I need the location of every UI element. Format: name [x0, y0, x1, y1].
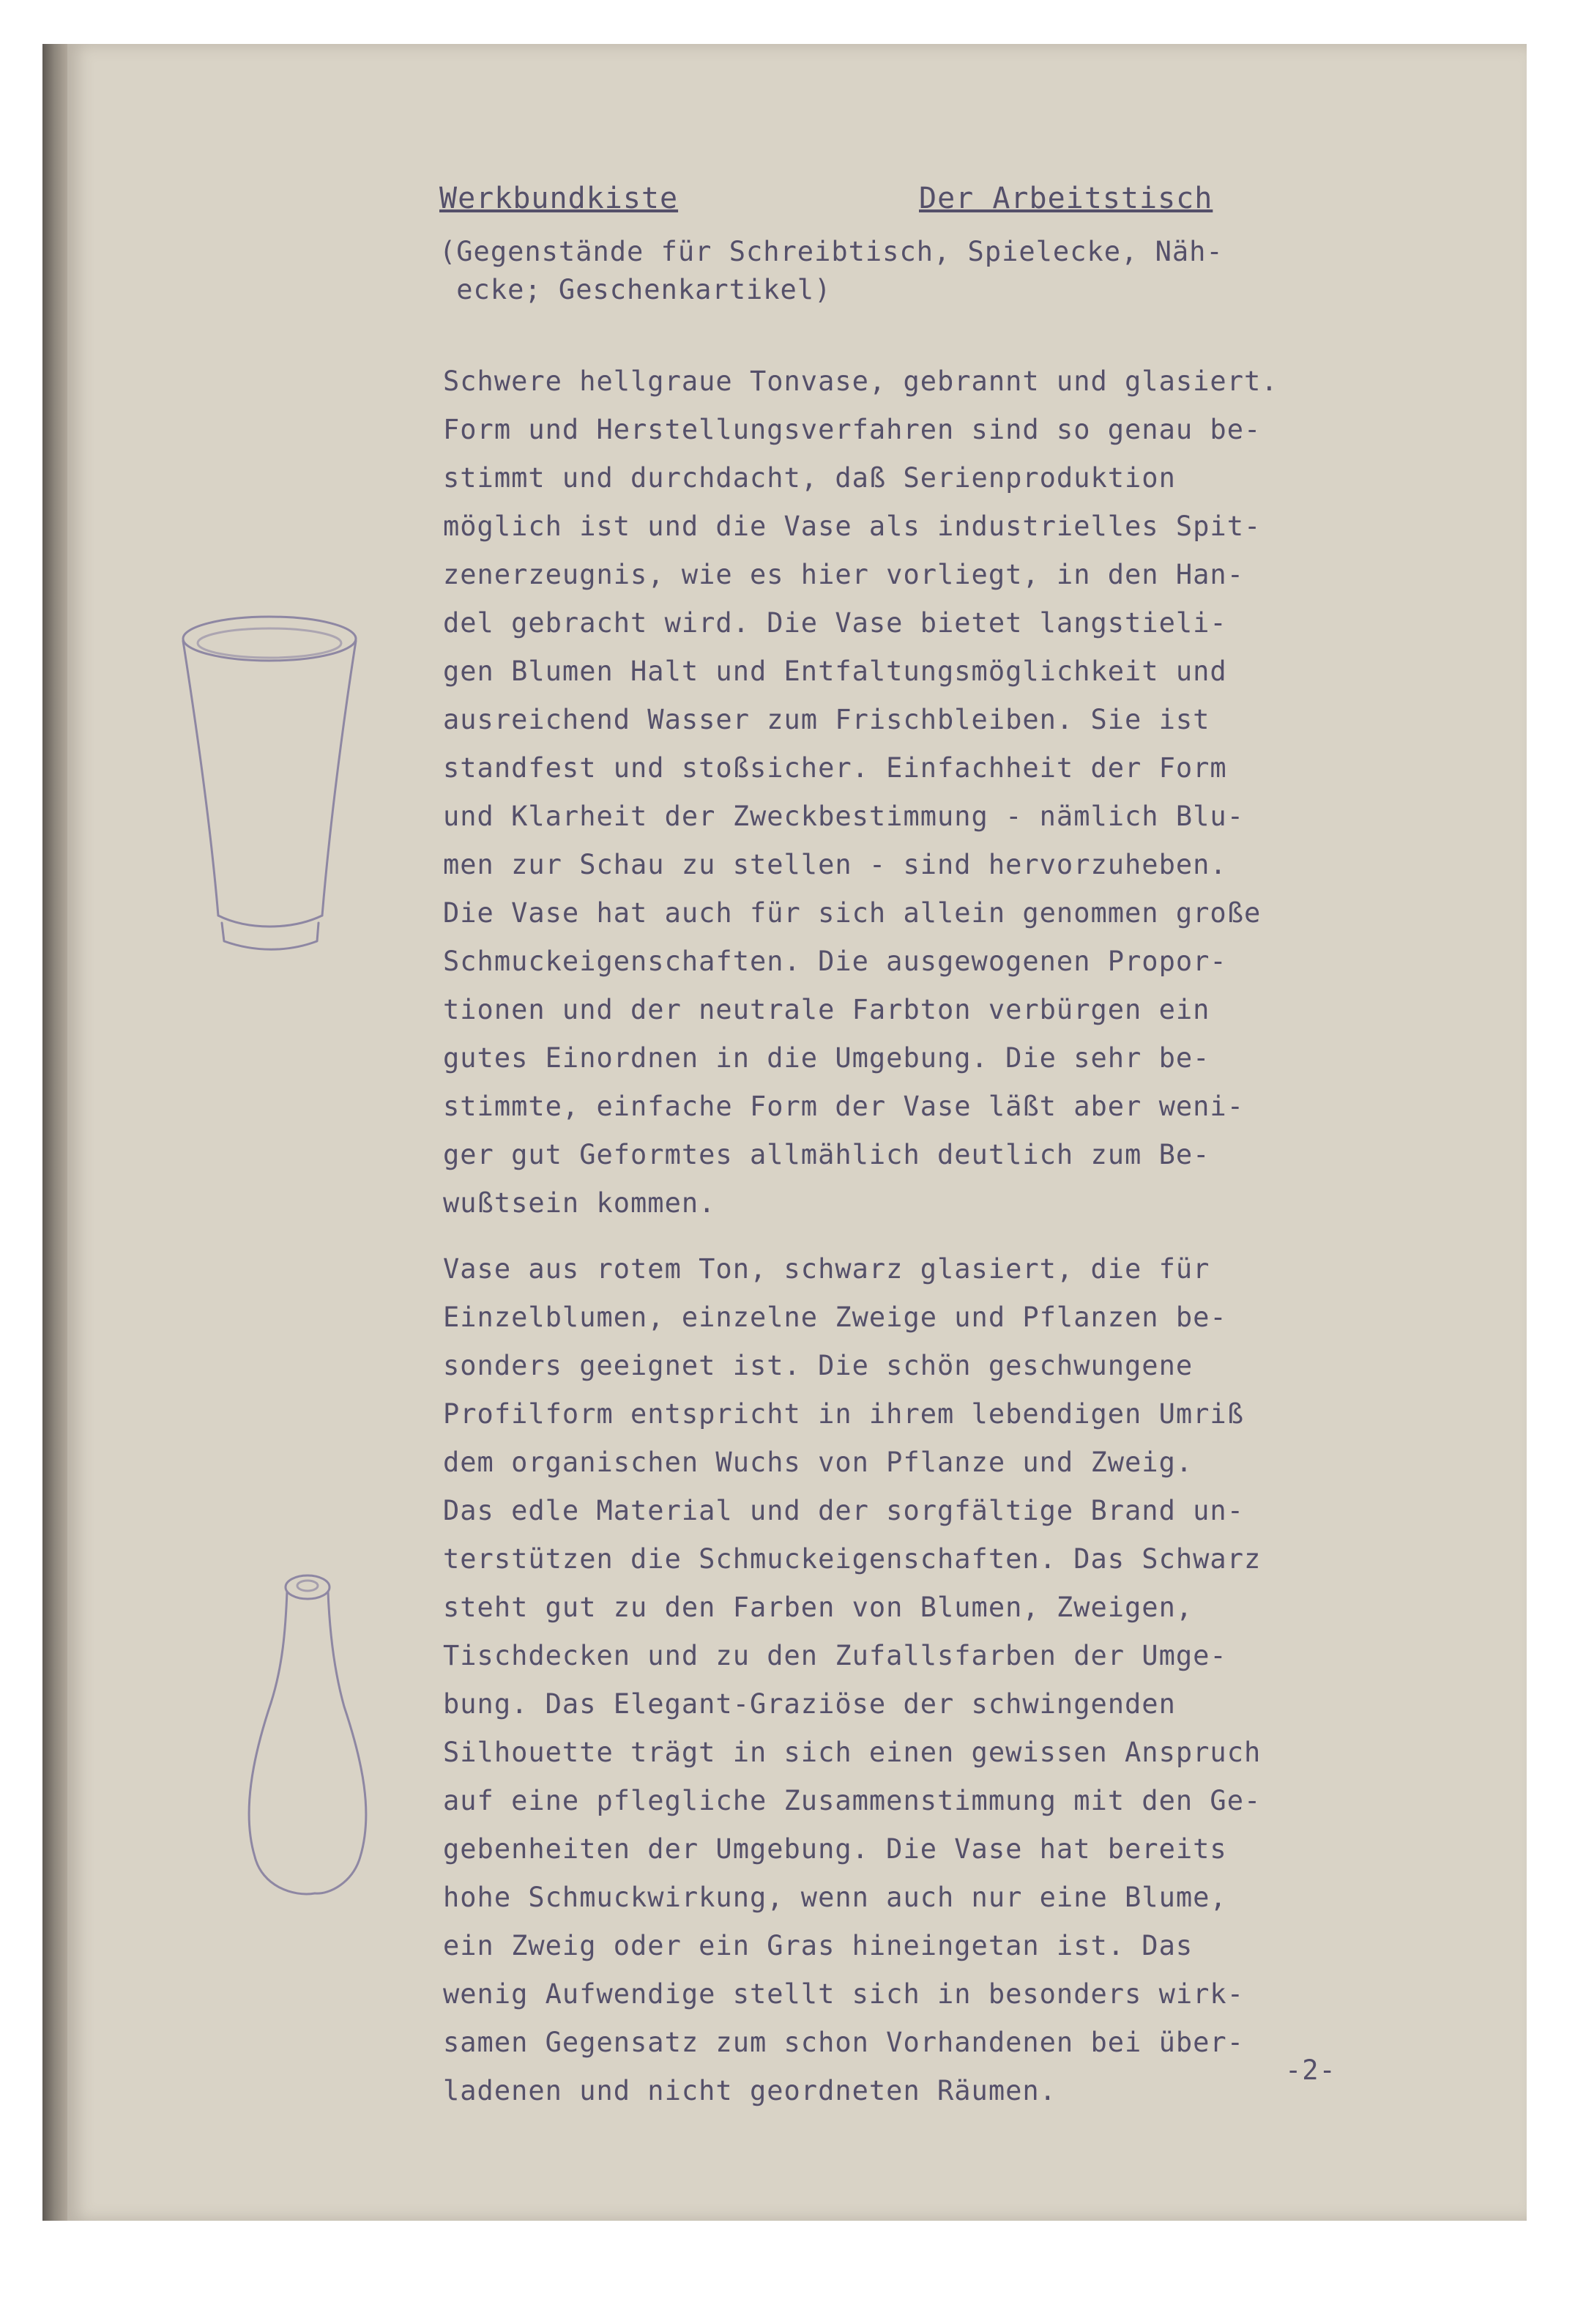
text-line: zenerzeugnis, wie es hier vorliegt, in den Han- — [443, 559, 1244, 590]
subtitle-line: (Gegenstände für Schreibtisch, Spielecke, Näh- — [439, 236, 1224, 267]
page-number: -2- — [1285, 2054, 1336, 2086]
bottle-vase-drawing — [234, 1564, 381, 1908]
text-line: samen Gegensatz zum schon Vorhandenen bei über- — [443, 2027, 1244, 2058]
text-line: Form und Herstellungsverfahren sind so genau be- — [443, 414, 1262, 445]
text-line: tionen und der neutrale Farbton verbürgen ein — [443, 994, 1210, 1025]
text-line: möglich ist und die Vase als industrielles Spit- — [443, 511, 1262, 542]
subtitle — [439, 233, 1406, 309]
text-line: gebenheiten der Umgebung. Die Vase hat bereits — [443, 1833, 1227, 1865]
paragraph-tonvase — [443, 357, 1428, 1228]
subtitle-line: ecke; Geschenkartikel) — [439, 274, 832, 305]
text-line: ausreichend Wasser zum Frischbleiben. Sie ist — [443, 704, 1210, 735]
text-line: Schmuckeigenschaften. Die ausgewogenen Propor- — [443, 946, 1227, 977]
text-line: hohe Schmuckwirkung, wenn auch nur eine Blume, — [443, 1882, 1227, 1913]
text-line: und Klarheit der Zweckbestimmung - nämlich Blu- — [443, 801, 1244, 832]
tall-vase-drawing — [167, 608, 372, 959]
text-line: terstützen die Schmuckeigenschaften. Das Schwarz — [443, 1543, 1262, 1575]
text-line: Silhouette trägt in sich einen gewissen Anspruch — [443, 1737, 1262, 1768]
text-line: auf eine pflegliche Zusammenstimmung mit den Ge- — [443, 1785, 1262, 1816]
text-line: dem organischen Wuchs von Pflanze und Zweig. — [443, 1447, 1194, 1478]
text-line: ladenen und nicht geordneten Räumen. — [443, 2075, 1057, 2106]
text-line: bung. Das Elegant-Graziöse der schwingenden — [443, 1688, 1176, 1720]
text-line: stimmte, einfache Form der Vase läßt aber weni- — [443, 1091, 1244, 1122]
binding-spine — [42, 44, 69, 2221]
text-line: Vase aus rotem Ton, schwarz glasiert, die für — [443, 1253, 1210, 1285]
text-line: wenig Aufwendige stellt sich in besonders wirk- — [443, 1978, 1244, 2010]
text-line: standfest und stoßsicher. Einfachheit der Form — [443, 752, 1227, 784]
text-line: gutes Einordnen in die Umgebung. Die sehr be- — [443, 1042, 1210, 1074]
text-line: gen Blumen Halt und Entfaltungsmöglichkeit und — [443, 656, 1227, 687]
text-line: del gebracht wird. Die Vase bietet langstieli- — [443, 607, 1227, 639]
text-line: stimmt und durchdacht, daß Serienproduktion — [443, 462, 1176, 494]
text-line: Profilform entspricht in ihrem lebendigen Umriß — [443, 1398, 1244, 1430]
text-line: Tischdecken und zu den Zufallsfarben der Umge- — [443, 1640, 1227, 1671]
text-line: ein Zweig oder ein Gras hineingetan ist. Das — [443, 1930, 1194, 1961]
text-line: ger gut Geformtes allmählich deutlich zum Be- — [443, 1139, 1210, 1170]
paragraph-rote-vase — [443, 1245, 1428, 2115]
header-left-title: Werkbundkiste — [439, 182, 679, 215]
text-line: sonders geeignet ist. Die schön geschwungene — [443, 1350, 1194, 1381]
text-line: Das edle Material und der sorgfältige Brand un- — [443, 1495, 1244, 1526]
text-line: Die Vase hat auch für sich allein genommen große — [443, 897, 1262, 929]
text-line: Schwere hellgraue Tonvase, gebrannt und glasiert. — [443, 365, 1278, 397]
text-line: men zur Schau zu stellen - sind hervorzuheben. — [443, 849, 1227, 880]
text-line: Einzelblumen, einzelne Zweige und Pflanzen be- — [443, 1302, 1227, 1333]
text-line: steht gut zu den Farben von Blumen, Zweigen, — [443, 1592, 1194, 1623]
header-right-title: Der Arbeitstisch — [919, 182, 1213, 215]
text-line: wußtsein kommen. — [443, 1187, 716, 1219]
